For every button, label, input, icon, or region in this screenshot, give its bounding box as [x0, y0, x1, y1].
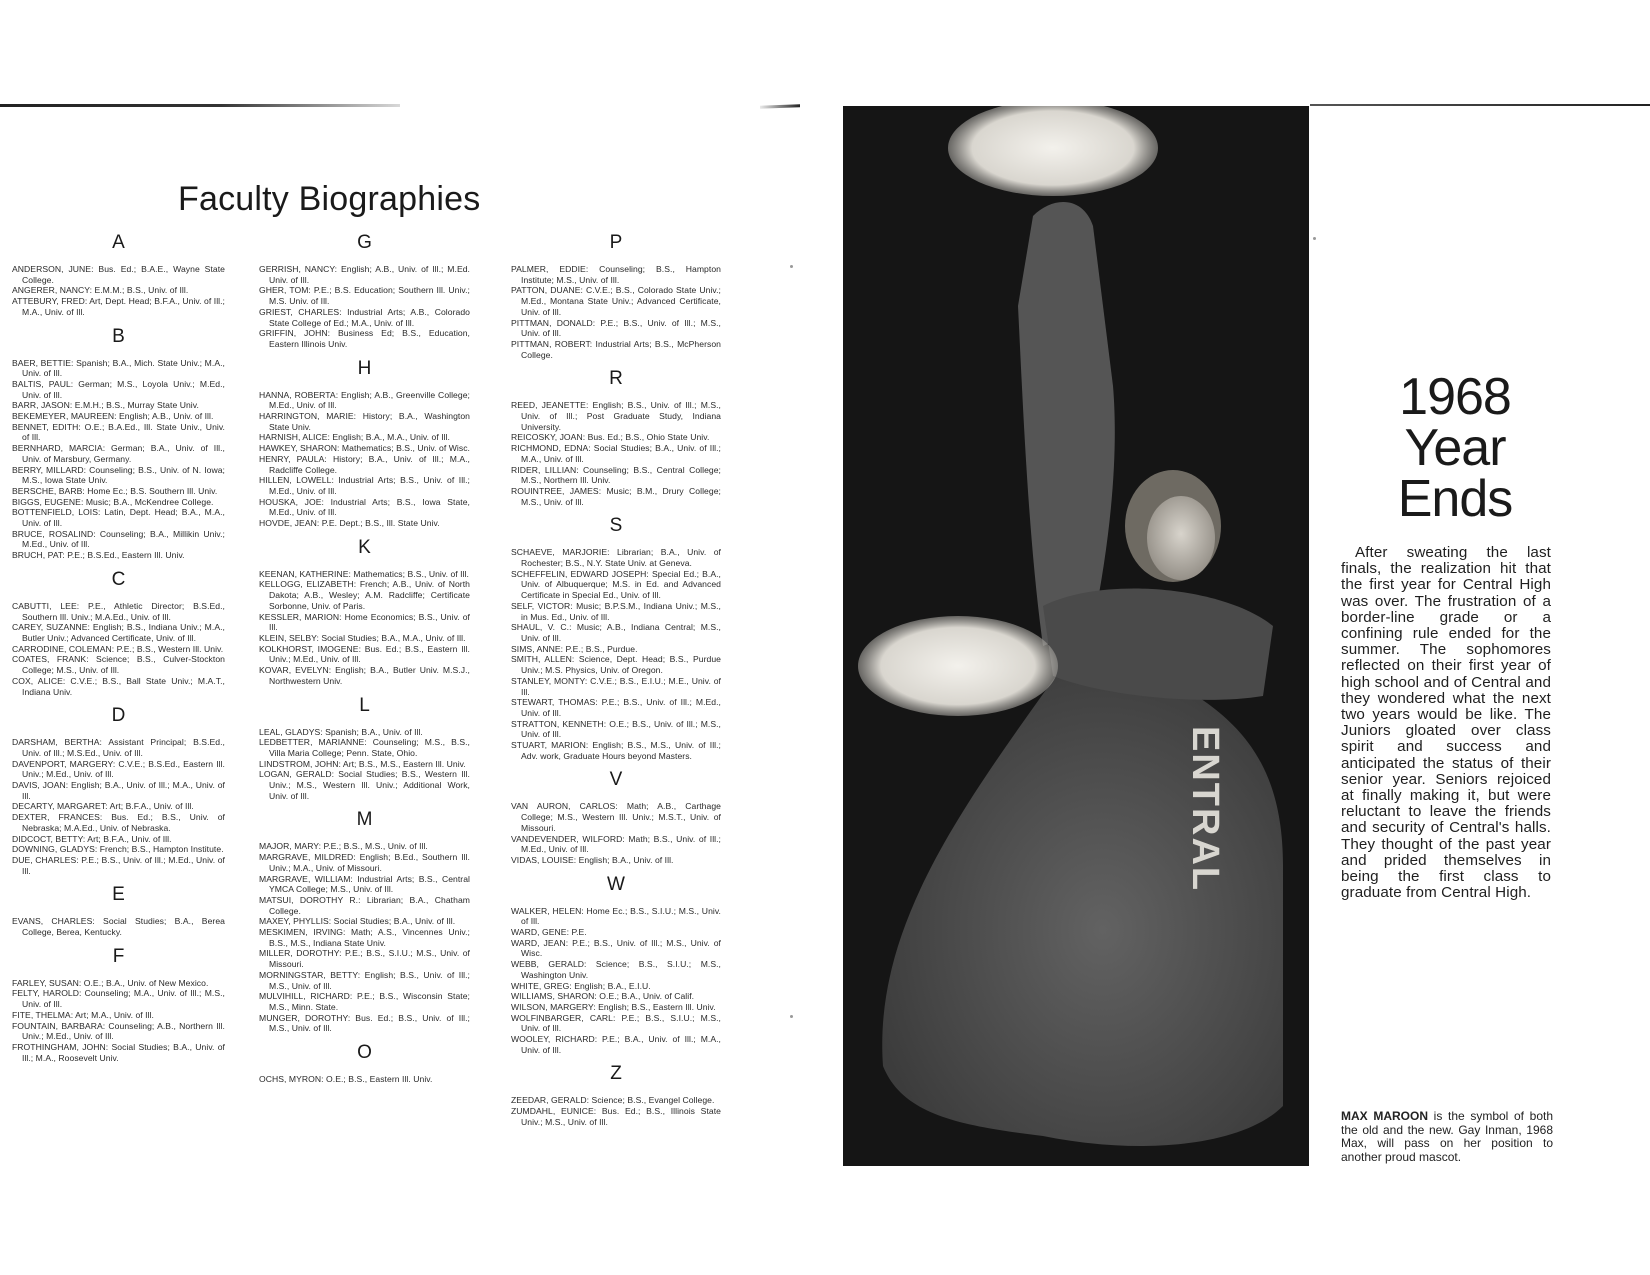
section-letter-f: F — [112, 945, 125, 967]
faculty-entry: HENRY, PAULA: History; B.A., Univ. of Ill.; M.A., Radcliffe College. — [259, 453, 470, 475]
caption-text: is the symbol of both the old and the new. Gay Inman, 1968 Max, will pass on her position to another proud mascot. — [1341, 1109, 1554, 1164]
faculty-entry: WHITE, GREG: English; B.A., E.I.U. — [511, 980, 651, 991]
faculty-entry: ROUINTREE, JAMES: Music; B.M., Drury College; M.S., Univ. of Ill. — [511, 485, 721, 507]
faculty-entry: BOTTENFIELD, LOIS: Latin, Dept. Head; B.A., M.A., Univ. of Ill. — [12, 507, 225, 529]
section-letter-h: H — [357, 357, 372, 379]
faculty-entry: STRATTON, KENNETH: O.E.; B.S., Univ. of Ill.; M.S., Univ. of Ill. — [511, 718, 721, 740]
top-rule-right — [1310, 104, 1650, 106]
faculty-entry: MESKIMEN, IRVING: Math; A.S., Vincennes Univ.; B.S., M.S., Indiana State Univ. — [259, 927, 470, 948]
faculty-entry: LINDSTROM, JOHN: Art; B.S., M.S., Eastern Ill. Univ. — [259, 758, 466, 769]
page-title: Faculty Biographies — [178, 180, 481, 218]
faculty-entry: HANNA, ROBERTA: English; A.B., Greenville College; M.Ed., Univ. of Ill. — [259, 389, 470, 411]
faculty-entry: GERRISH, NANCY: English; A.B., Univ. of Ill.; M.Ed. Univ. of Ill. — [259, 264, 470, 285]
faculty-entry: ANDERSON, JUNE: Bus. Ed.; B.A.E., Wayne State College. — [12, 264, 225, 285]
faculty-entry: KOLKHORST, IMOGENE: Bus. Ed.; B.S., Eastern Ill. Univ.; M.Ed., Univ. of Ill. — [259, 643, 470, 665]
faculty-entry: WARD, GENE: P.E. — [511, 927, 587, 938]
margin-speck — [790, 265, 793, 268]
faculty-entry: SHAUL, V. C.: Music; A.B., Indiana Central; M.S., Univ. of Ill. — [511, 622, 721, 643]
faculty-entry: LOGAN, GERALD: Social Studies; B.S., Western Ill. Univ.; M.S., Western Ill. Univ.; Additional Work, Univ. of Ill. — [259, 769, 470, 801]
faculty-entry: CAREY, SUZANNE: English; B.S., Indiana Univ.; M.A., Butler Univ.; Advanced Certificate, Univ. of Ill. — [12, 622, 225, 643]
faculty-entry: PALMER, EDDIE: Counseling; B.S., Hampton Institute; M.S., Univ. of Ill. — [511, 264, 721, 285]
faculty-entry: MARGRAVE, MILDRED: English; B.Ed., Southern Ill. Univ.; M.A., Univ. of Missouri. — [259, 852, 470, 873]
faculty-entry: FITE, THELMA: Art; M.A., Univ. of Ill. — [12, 1009, 154, 1020]
faculty-entry: PITTMAN, ROBERT: Industrial Arts; B.S., McPherson College. — [511, 338, 721, 360]
faculty-entry: HARRINGTON, MARIE: History; B.A., Washington State Univ. — [259, 411, 470, 432]
faculty-entry: HARNISH, ALICE: English; B.A., M.A., Univ. of Ill. — [259, 432, 450, 443]
faculty-entry: ZEEDAR, GERALD: Science; B.S., Evangel College. — [511, 1095, 715, 1106]
section-letter-k: K — [358, 536, 371, 558]
faculty-entry: BENNET, EDITH: O.E.; B.A.Ed., Ill. State Univ., Univ. of Ill. — [12, 421, 225, 443]
faculty-entry: SCHAEVE, MARJORIE: Librarian; B.A., Univ. of Rochester; B.S., N.Y. State Univ. at Geneva. — [511, 547, 721, 569]
faculty-entry: WALKER, HELEN: Home Ec.; B.S., S.I.U.; M.S., Univ. of Ill. — [511, 905, 721, 927]
faculty-entry: FELTY, HAROLD: Counseling; M.A., Univ. of Ill.; M.S., Univ. of Ill. — [12, 988, 225, 1010]
faculty-entry: DOWNING, GLADYS: French; B.S., Hampton Institute. — [12, 844, 224, 855]
faculty-entry: WEBB, GERALD: Science; B.S., S.I.U.; M.S., Washington Univ. — [511, 959, 721, 980]
faculty-entry: HOVDE, JEAN: P.E. Dept.; B.S., Ill. State Univ. — [259, 518, 440, 529]
faculty-entry: DAVENPORT, MARGERY: C.V.E.; B.S.Ed., Eastern Ill. Univ.; M.Ed., Univ. of Ill. — [12, 758, 225, 780]
faculty-column-3 — [511, 230, 721, 1128]
faculty-entry: KELLOGG, ELIZABETH: French; A.B., Univ. of North Dakota; A.B., Wesley; A.M. Radcliffe; Certificate Sorbonne, Univ. of Paris. — [259, 579, 470, 611]
faculty-entry: MULVIHILL, RICHARD: P.E.; B.S., Wisconsin State; M.S., Minn. State. — [259, 991, 470, 1012]
faculty-entry: BAER, BETTIE: Spanish; B.A., Mich. State Univ.; M.A., Univ. of Ill. — [12, 357, 225, 379]
section-letter-p: P — [609, 232, 623, 253]
faculty-entry: PITTMAN, DONALD: P.E.; B.S., Univ. of Ill.; M.S., Univ. of Ill. — [511, 317, 721, 339]
section-letter-s: S — [609, 515, 623, 537]
faculty-entry: VAN AURON, CARLOS: Math; A.B., Carthage College; M.S., Western Ill. Univ.; M.S.T., Univ. of Missouri. — [511, 801, 721, 833]
faculty-entry: BIGGS, EUGENE: Music; B.A., McKendree College. — [12, 496, 214, 507]
section-letter-z: Z — [610, 1063, 622, 1085]
faculty-entry: KOVAR, EVELYN: English; B.A., Butler Univ. M.S.J., Northwestern Univ. — [259, 665, 470, 686]
faculty-entry: DUE, CHARLES: P.E.; B.S., Univ. of Ill.; M.Ed., Univ. of Ill. — [12, 854, 225, 876]
faculty-entry: BRUCE, ROSALIND: Counseling; B.A., Millikin Univ.; M.Ed., Univ. of Ill. — [12, 528, 225, 550]
face — [1147, 496, 1215, 580]
faculty-entry: DEXTER, FRANCES: Bus. Ed.; B.S., Univ. of Nebraska; M.A.Ed., Univ. of Nebraska. — [12, 812, 225, 833]
faculty-entry: BEKEMEYER, MAUREEN: English; A.B., Univ. of Ill. — [12, 411, 214, 422]
faculty-entry: BRUCH, PAT: P.E.; B.S.Ed., Eastern Ill. Univ. — [12, 550, 185, 561]
faculty-entry: REED, JEANETTE: English; B.S., Univ. of Ill.; M.S., Univ. of Ill.; Post Graduate Study, Indiana University. — [511, 400, 721, 432]
faculty-entry: KEENAN, KATHERINE: Mathematics; B.S., Univ. of Ill. — [259, 568, 469, 579]
photo-caption — [1341, 1110, 1553, 1164]
faculty-entry: PATTON, DUANE: C.V.E.; B.S., Colorado State Univ.; M.Ed., Montana State Univ.; Advanced Certificate, Univ. of Ill. — [511, 285, 721, 317]
faculty-entry: LEDBETTER, MARIANNE: Counseling; M.S., B.S., Villa Maria College; Penn. State, Ohio. — [259, 737, 470, 758]
section-letter-a: A — [112, 232, 125, 253]
margin-speck — [790, 1015, 793, 1018]
faculty-entry: GRIFFIN, JOHN: Business Ed; B.S., Education, Eastern Illinois Univ. — [259, 328, 470, 349]
faculty-entry: FOUNTAIN, BARBARA: Counseling; A.B., Northern Ill. Univ.; M.Ed., Univ. of Ill. — [12, 1020, 225, 1042]
faculty-entry: FARLEY, SUSAN: O.E.; B.A., Univ. of New Mexico. — [12, 977, 209, 988]
faculty-entry: WILLIAMS, SHARON: O.E.; B.A., Univ. of Calif. — [511, 991, 695, 1002]
faculty-entry: HAWKEY, SHARON: Mathematics; B.S., Univ. of Wisc. — [259, 443, 470, 454]
faculty-entry: ZUMDAHL, EUNICE: Bus. Ed.; B.S., Illinois State Univ.; M.S., Univ. of Ill. — [511, 1106, 721, 1127]
faculty-entry: DAVIS, JOAN: English; B.A., Univ. of Ill.; M.A., Univ. of Ill. — [12, 780, 225, 801]
faculty-entry: KLEIN, SELBY: Social Studies; B.A., M.A., Univ. of Ill. — [259, 632, 466, 643]
section-letter-m: M — [356, 809, 373, 831]
cheerleader-photo-illustration — [843, 106, 1309, 1166]
faculty-entry: SIMS, ANNE: P.E.; B.S., Purdue. — [511, 643, 638, 654]
faculty-entry: HILLEN, LOWELL: Industrial Arts; B.S., Univ. of Ill.; M.Ed., Univ. of Ill. — [259, 475, 470, 496]
section-letter-l: L — [359, 694, 370, 716]
faculty-entry: MORNINGSTAR, BETTY: English; B.S., Univ. of Ill.; M.S., Univ. of Ill. — [259, 969, 470, 991]
section-letter-g: G — [357, 232, 372, 253]
headline-line-year-number: 1968 — [1399, 368, 1511, 426]
faculty-entry: GHER, TOM: P.E.; B.S. Education; Southern Ill. Univ.; M.S. Univ. of Ill. — [259, 285, 470, 307]
faculty-entry: BERNHARD, MARCIA: German; B.A., Univ. of Ill., Univ. of Marsbury, Germany. — [12, 443, 225, 464]
faculty-entry: ANGERER, NANCY: E.M.M.; B.S., Univ. of Ill. — [12, 285, 189, 296]
section-letter-o: O — [357, 1042, 372, 1064]
section-letter-v: V — [609, 769, 623, 791]
faculty-entry: VANDEVENDER, WILFORD: Math; B.S., Univ. of Ill.; M.Ed., Univ. of Ill. — [511, 833, 721, 855]
faculty-entry: WILSON, MARGERY: English; B.S., Eastern Ill. Univ. — [511, 1001, 716, 1012]
faculty-entry: SELF, VICTOR: Music; B.P.S.M., Indiana Univ.; M.S., in Mus. Ed., Univ. of Ill. — [511, 600, 721, 622]
section-letter-d: D — [111, 705, 126, 727]
faculty-entry: STANLEY, MONTY: C.V.E.; B.S., E.I.U.; M.E., Univ. of Ill. — [511, 675, 721, 697]
headline-line-ends: Ends — [1397, 470, 1513, 528]
section-letter-b: B — [112, 325, 125, 347]
caption-lead: MAX MAROON — [1341, 1109, 1428, 1123]
faculty-entry: COX, ALICE: C.V.E.; B.S., Ball State Univ.; M.A.T., Indiana Univ. — [12, 675, 225, 697]
faculty-entry: RIDER, LILLIAN: Counseling; B.S., Central College; M.S., Northern Ill. Univ. — [511, 464, 721, 486]
cheerleader-photo — [843, 106, 1309, 1166]
faculty-entry: CARRODINE, COLEMAN: P.E.; B.S., Western Ill. Univ. — [12, 643, 224, 654]
faculty-entry: WOOLEY, RICHARD: P.E.; B.A., Univ. of Ill.; M.A., Univ. of Ill. — [511, 1034, 721, 1055]
faculty-entry: GRIEST, CHARLES: Industrial Arts; A.B., Colorado State College of Ed.; M.A., Univ. of Ill. — [259, 306, 470, 328]
top-rule-left — [0, 104, 400, 107]
feature-story: After sweating the last finals, the realization hit that the first year for Central High was over. The frustration of a border-line grade or a confining rule ended for the summer. The sophomores reflected on their first year of high school and of Central and they wondered what the next two years would be like. The Juniors gloated over class spirit and success and anticipated the status of their senior year. Seniors rejoiced at finally making it, but were reluctant to leave the friends and security of Central's halls. They thought of the past year and prided themselves in being the first class to graduate from Central High. — [1341, 544, 1551, 902]
faculty-entry: SMITH, ALLEN: Science, Dept. Head; B.S., Purdue Univ.; M.S. Physics, Univ. of Oregon. — [511, 654, 721, 676]
top-rule-mark — [760, 104, 800, 108]
faculty-entry: DIDCOCT, BETTY: Art; B.F.A., Univ. of Ill. — [12, 833, 172, 844]
faculty-entry: COATES, FRANK: Science; B.S., Culver-Stockton College; M.S., Univ. of Ill. — [12, 654, 225, 676]
faculty-entry: BALTIS, PAUL: German; M.S., Loyola Univ.; M.Ed., Univ. of Ill. — [12, 378, 225, 400]
faculty-entry: MUNGER, DOROTHY: Bus. Ed.; B.S., Univ. of Ill.; M.S., Univ. of Ill. — [259, 1012, 470, 1034]
feature-headline — [1370, 368, 1540, 528]
faculty-entry: FROTHINGHAM, JOHN: Social Studies; B.A., Univ. of Ill.; M.A., Roosevelt Univ. — [12, 1041, 225, 1063]
faculty-entry: DECARTY, MARGARET: Art; B.F.A., Univ. of Ill. — [12, 801, 194, 812]
section-letter-c: C — [111, 568, 126, 590]
section-letter-e: E — [112, 884, 125, 906]
faculty-entry: MILLER, DOROTHY: P.E.; B.S., S.I.U.; M.S., Univ. of Missouri. — [259, 948, 470, 970]
headline-line-year: Year — [1404, 419, 1506, 477]
faculty-entry: REICOSKY, JOAN: Bus. Ed.; B.S., Ohio State Univ. — [511, 432, 710, 443]
faculty-entry: MATSUI, DOROTHY R.: Librarian; B.A., Chatham College. — [259, 894, 470, 916]
faculty-entry: STUART, MARION: English; B.S., M.S., Univ. of Ill.; Adv. work, Graduate Hours beyond Masters. — [511, 740, 721, 761]
faculty-column-1 — [12, 230, 225, 1063]
faculty-entry: EVANS, CHARLES: Social Studies; B.A., Berea College, Berea, Kentucky. — [12, 916, 225, 938]
faculty-entry: CABUTTI, LEE: P.E., Athletic Director; B.S.Ed., Southern Ill. Univ.; M.A.Ed., Univ. of Ill. — [12, 600, 225, 622]
faculty-entry: KESSLER, MARION: Home Economics; B.S., Univ. of Ill. — [259, 611, 470, 633]
margin-speck — [1313, 237, 1316, 240]
faculty-entry: MAXEY, PHYLLIS: Social Studies; B.A., Univ. of Ill. — [259, 916, 456, 927]
section-letter-r: R — [609, 368, 623, 390]
faculty-entry: MAJOR, MARY: P.E.; B.S., M.S., Univ. of Ill. — [259, 841, 428, 852]
lower-pompom — [858, 616, 1058, 716]
faculty-entry: WOLFINBARGER, CARL: P.E.; B.S., S.I.U.; M.S., Univ. of Ill. — [511, 1012, 721, 1034]
section-letter-w: W — [607, 873, 625, 895]
faculty-entry: LEAL, GLADYS: Spanish; B.A., Univ. of Ill. — [259, 726, 423, 737]
faculty-entry: HOUSKA, JOE: Industrial Arts; B.S., Iowa State, M.Ed., Univ. of Ill. — [259, 496, 470, 518]
faculty-entry: VIDAS, LOUISE: English; B.A., Univ. of Ill. — [511, 854, 674, 865]
faculty-column-2 — [259, 230, 470, 1085]
faculty-entry: DARSHAM, BERTHA: Assistant Principal; B.S.Ed., Univ. of Ill.; M.S.Ed., Univ. of Ill. — [12, 737, 225, 758]
faculty-entry: ATTEBURY, FRED: Art, Dept. Head; B.F.A., Univ. of Ill.; M.A., Univ. of Ill. — [12, 296, 225, 317]
faculty-entry: BARR, JASON: E.M.H.; B.S., Murray State Univ. — [12, 400, 199, 411]
faculty-entry: BERRY, MILLARD: Counseling; B.S., Univ. of N. Iowa; M.S., Iowa State Univ. — [12, 464, 225, 486]
faculty-entry: OCHS, MYRON: O.E.; B.S., Eastern Ill. Univ. — [259, 1074, 433, 1085]
faculty-entry: SCHEFFELIN, EDWARD JOSEPH: Special Ed.; B.A., Univ. of Albuquerque; M.S. in Ed. and Advanced Certificate in Special Ed., Univ. of Ill. — [511, 568, 721, 601]
faculty-entry: WARD, JEAN: P.E.; B.S., Univ. of Ill.; M.S., Univ. of Wisc. — [511, 937, 721, 959]
faculty-entry: STEWART, THOMAS: P.E.; B.S., Univ. of Ill.; M.Ed., Univ. of Ill. — [511, 697, 721, 718]
faculty-entry: MARGRAVE, WILLIAM: Industrial Arts; B.S., Central YMCA College; M.S., Univ. of Ill. — [259, 873, 470, 895]
faculty-entry: BERSCHE, BARB: Home Ec.; B.S. Southern Ill. Univ. — [12, 485, 218, 496]
faculty-entry: RICHMOND, EDNA: Social Studies; B.A., Univ. of Ill.; M.A., Univ. of Ill. — [511, 443, 721, 464]
sweater-lettering: ENTRAL — [1184, 726, 1226, 893]
